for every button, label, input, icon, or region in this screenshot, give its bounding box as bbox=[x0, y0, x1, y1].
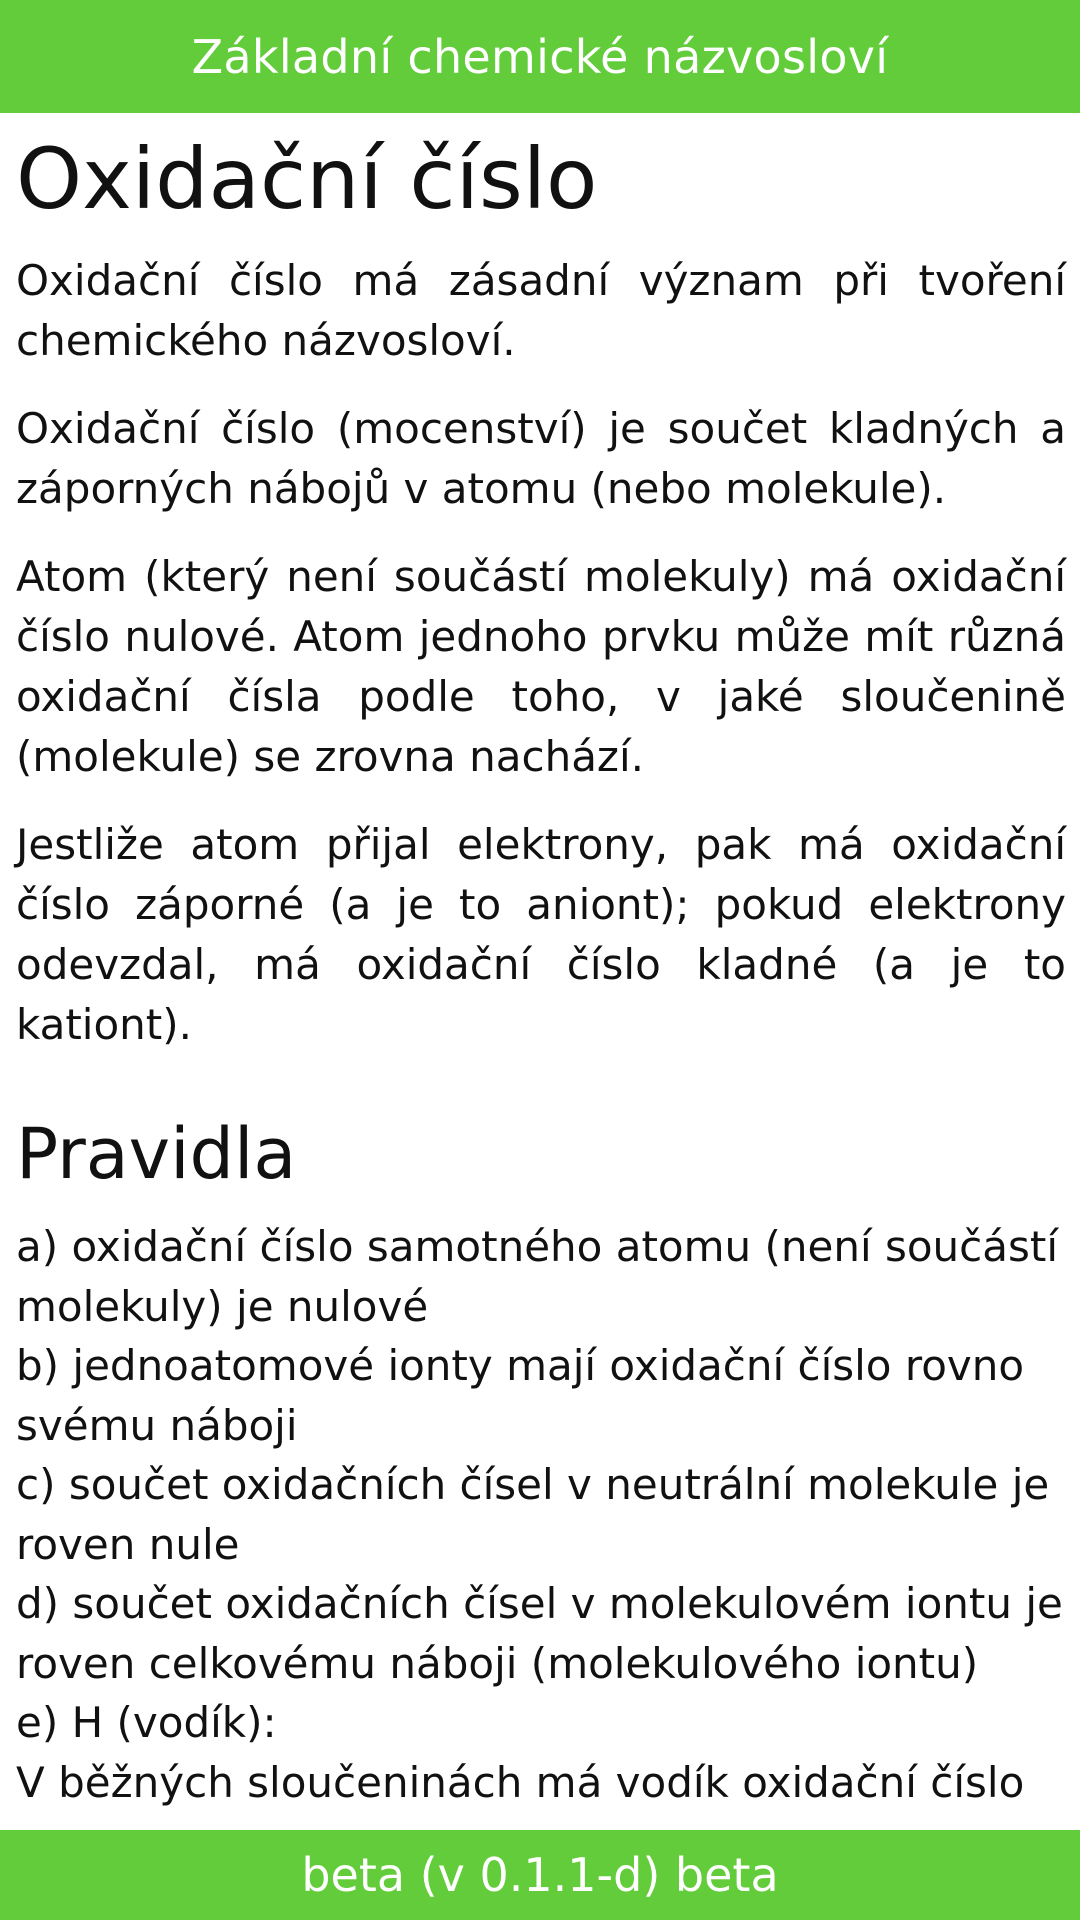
app-title: Základní chemické názvosloví bbox=[191, 29, 889, 84]
rules-heading: Pravidla bbox=[16, 1113, 297, 1195]
article-paragraph: Jestliže atom přijal elektrony, pak má oxidační číslo záporné (a je to aniont); pokud elektrony odevzdal, má oxidační číslo kladné (a je to kationt). bbox=[16, 820, 1066, 1049]
app-header-bar bbox=[0, 0, 1080, 113]
article-title: Oxidační číslo bbox=[16, 130, 598, 228]
article-paragraph: Oxidační číslo má zásadní význam při tvoření chemického názvosloví. bbox=[16, 256, 1066, 365]
rule-item-e-detail: V běžných sloučeninách má vodík oxidační číslo bbox=[16, 1757, 1025, 1807]
version-label: beta (v 0.1.1-d) beta bbox=[301, 1848, 779, 1902]
article-body bbox=[0, 113, 1080, 1812]
version-footer-bar bbox=[0, 1830, 1080, 1920]
article-scroll-area[interactable] bbox=[0, 113, 1080, 1830]
article-paragraph: Oxidační číslo (mocenství) je součet kladných a záporných nábojů v atomu (nebo molekule). bbox=[16, 404, 1066, 513]
rule-item-c: c) součet oxidačních čísel v neutrální molekule je roven nule bbox=[16, 1460, 1050, 1569]
rule-item-a: a) oxidační číslo samotného atomu (není součástí molekuly) je nulové bbox=[16, 1222, 1059, 1331]
rules-list bbox=[16, 1217, 1066, 1812]
rule-item-d: d) součet oxidačních čísel v molekulovém iontu je roven celkovému náboji (molekulového iontu) bbox=[16, 1579, 1063, 1688]
rule-item-e: e) H (vodík): bbox=[16, 1698, 277, 1747]
article-paragraph: Atom (který není součástí molekuly) má oxidační číslo nulové. Atom jednoho prvku může mít různá oxidační čísla podle toho, v jaké sloučenině (molekule) se zrovna nachází. bbox=[16, 552, 1066, 781]
rule-item-b: b) jednoatomové ionty mají oxidační číslo rovno svému náboji bbox=[16, 1341, 1025, 1450]
